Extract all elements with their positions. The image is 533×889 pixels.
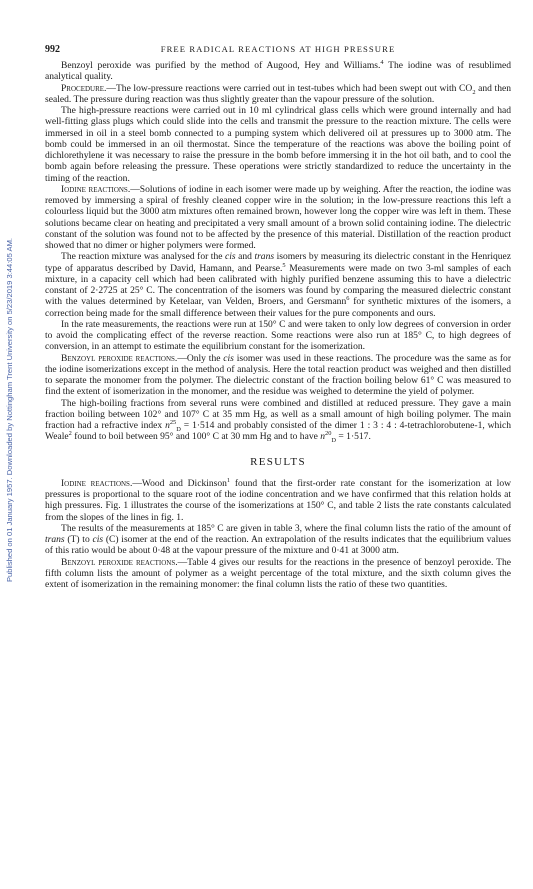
procedure-heading: Procedure.	[61, 82, 107, 94]
reference-2: 2	[68, 430, 72, 438]
page-header	[45, 44, 511, 58]
publication-sidenote	[2, 110, 16, 710]
reference-4: 4	[380, 58, 384, 66]
benzoyl-reactions-heading: Benzoyl peroxide reactions.	[61, 352, 178, 364]
sidenote-text: Published on 01 January 1957. Downloaded by Nottingham Trent University on 5/23/2019 3:44:05 AM.	[4, 237, 14, 583]
paragraph-high-boiling: The high-boiling fractions from several runs were combined and distilled at reduced pressure. They gave a main fraction boiling between 102° and 107° C at 35 mm Hg, as well as a small amount of high boiling polymer. The main fraction had a refractive index $n^{25}_D = 1\cdot 514$ and probably consisted of the dimer 1 : 3 : 4 : 4-tetrachlorobutene-1, which Weale$^2$ found to boil between 95° and 100° C at 30 mm Hg and to have $n^{20}_D = 1\cdot 517$.	[45, 397, 511, 445]
paragraph-analysis: The reaction mixture was analysed for the cis and trans isomers by measuring its dielectric constant in the Henriquez type of apparatus described by David, Hamann, and Pearse.$^5$ Measurements were made on two 3-ml samples of each mixture, in a capacity cell which had been calibrated with highly purified benzene assuming this to have a dielectric constant of 2·2725 at 25° C. The concentration of the isomers was found by comparing the measured dielectric constant with the values determined by Ketelaar, van Velden, Broers, and Gersmann$^6$ for synthetic mixtures of the isomers, a correction being made for the small difference between their values for the pure components and ours.	[45, 251, 511, 319]
results-benzoyl-heading: Benzoyl peroxide reactions.	[61, 556, 178, 568]
article-body	[45, 60, 511, 590]
paragraph-rate-measurements: In the rate measurements, the reactions were run at 150° C and were taken to only low degrees of conversion in order to avoid the complicating effect of the reverse reaction. Some reactions were also run at 185° C, to high degrees of conversion, in an attempt to estimate the equilibrium constant for the isomerization.	[45, 318, 511, 353]
page-number: 992	[45, 44, 60, 55]
reference-6: 6	[346, 295, 350, 303]
running-title: FREE RADICAL REACTIONS AT HIGH PRESSURE	[160, 44, 396, 54]
paragraph-procedure: Procedure.—The low-pressure reactions were carried out in test-tubes which had been swept out with $CO_2$ and then sealed. The pressure during reaction was thus slightly greater than the vapour pressure of the solution.	[45, 82, 511, 105]
reference-1: 1	[226, 476, 231, 484]
paragraph-results-iodine: Iodine reactions.—Wood and Dickinson$^1$ found that the first-order rate constant for the isomerization at low pressures is proportional to the square root of the iodine concentration and we have confirmed that this relation holds at high pressures. Fig. 1 illustrates the course of the isomerizations at 150° C, and table 2 lists the rate constants calculated from the slopes of the lines in fig. 1.	[45, 476, 512, 523]
results-iodine-heading: Iodine reactions.	[61, 477, 133, 489]
reference-5: 5	[282, 261, 286, 269]
iodine-reactions-heading: Iodine reactions.	[61, 183, 131, 195]
paragraph-results-benzoyl: Benzoyl peroxide reactions.—Table 4 gives our results for the reactions in the presence of benzoyl peroxide. The fifth column lists the amount of polymer as a weight percentage of the total mixture, and the sixth column gives the extent of isomerization in the remaining monomer: the final column lists the ratio of these two quantities.	[45, 556, 511, 590]
paragraph-benzoyl-purification: Benzoyl peroxide was purified by the method of Augood, Hey and Williams.$^4$ The iodine was of resublimed analytical quality.	[45, 58, 512, 83]
paragraph-high-pressure: The high-pressure reactions were carried out in 10 ml cylindrical glass cells which were ground internally and had well-fitting glass plugs which could slide into the cells and transmit the pressure to the reaction mixture. The cells were immersed in oil in a steel bomb connected to a pumping system which delivered oil at pressures up to 3000 atm. The bomb could be immersed in an oil thermostat. Since the temperature of the reactions was above the boiling point of dichlorethylene it was necessary to raise the pressure in the bomb before immersing it in the hot oil bath, and to cool the bomb again before releasing the pressure. These operations were strictly standardized to reduce the uncertainty in the timing of the reaction.	[45, 105, 511, 184]
paragraph-benzoyl-reactions: Benzoyl peroxide reactions.—Only the cis isomer was used in these reactions. The procedure was the same as for the iodine isomerizations except in the method of analysis. Here the total reaction product was weighed and then distilled to separate the monomer from the polymer. The dielectric constant of the fraction boiling below 61° C was measured to find the extent of isomerization in the monomer, and the residue was weighed to determine the yield of polymer.	[45, 352, 512, 398]
paragraph-results-185: The results of the measurements at 185° C are given in table 3, where the final column lists the ratio of the amount of trans (T) to cis (C) isomer at the end of the reaction. An extrapolation of the results indicates that the equilibrium values of this ratio would be about 0·48 at the vapour pressure of the mixture and 0·41 at 3000 atm.	[45, 522, 512, 557]
paragraph-iodine-reactions: Iodine reactions.—Solutions of iodine in each isomer were made up by weighing. After the reaction, the iodine was removed by immersing a spiral of freshly cleaned copper wire in the solution; in the low-pressure reactions this left a colourless liquid but the 3000 atm mixtures often remained brown, however long the copper wire was left in them. These solutions became clear on heating and precipitated a very small amount of a brown solid containing iodine. The dielectric constant of the solution was found not to be affected by the presence of this material. Distillation of the reaction product showed that no dimer or higher polymers were formed.	[45, 183, 511, 251]
results-heading: RESULTS	[250, 455, 306, 468]
